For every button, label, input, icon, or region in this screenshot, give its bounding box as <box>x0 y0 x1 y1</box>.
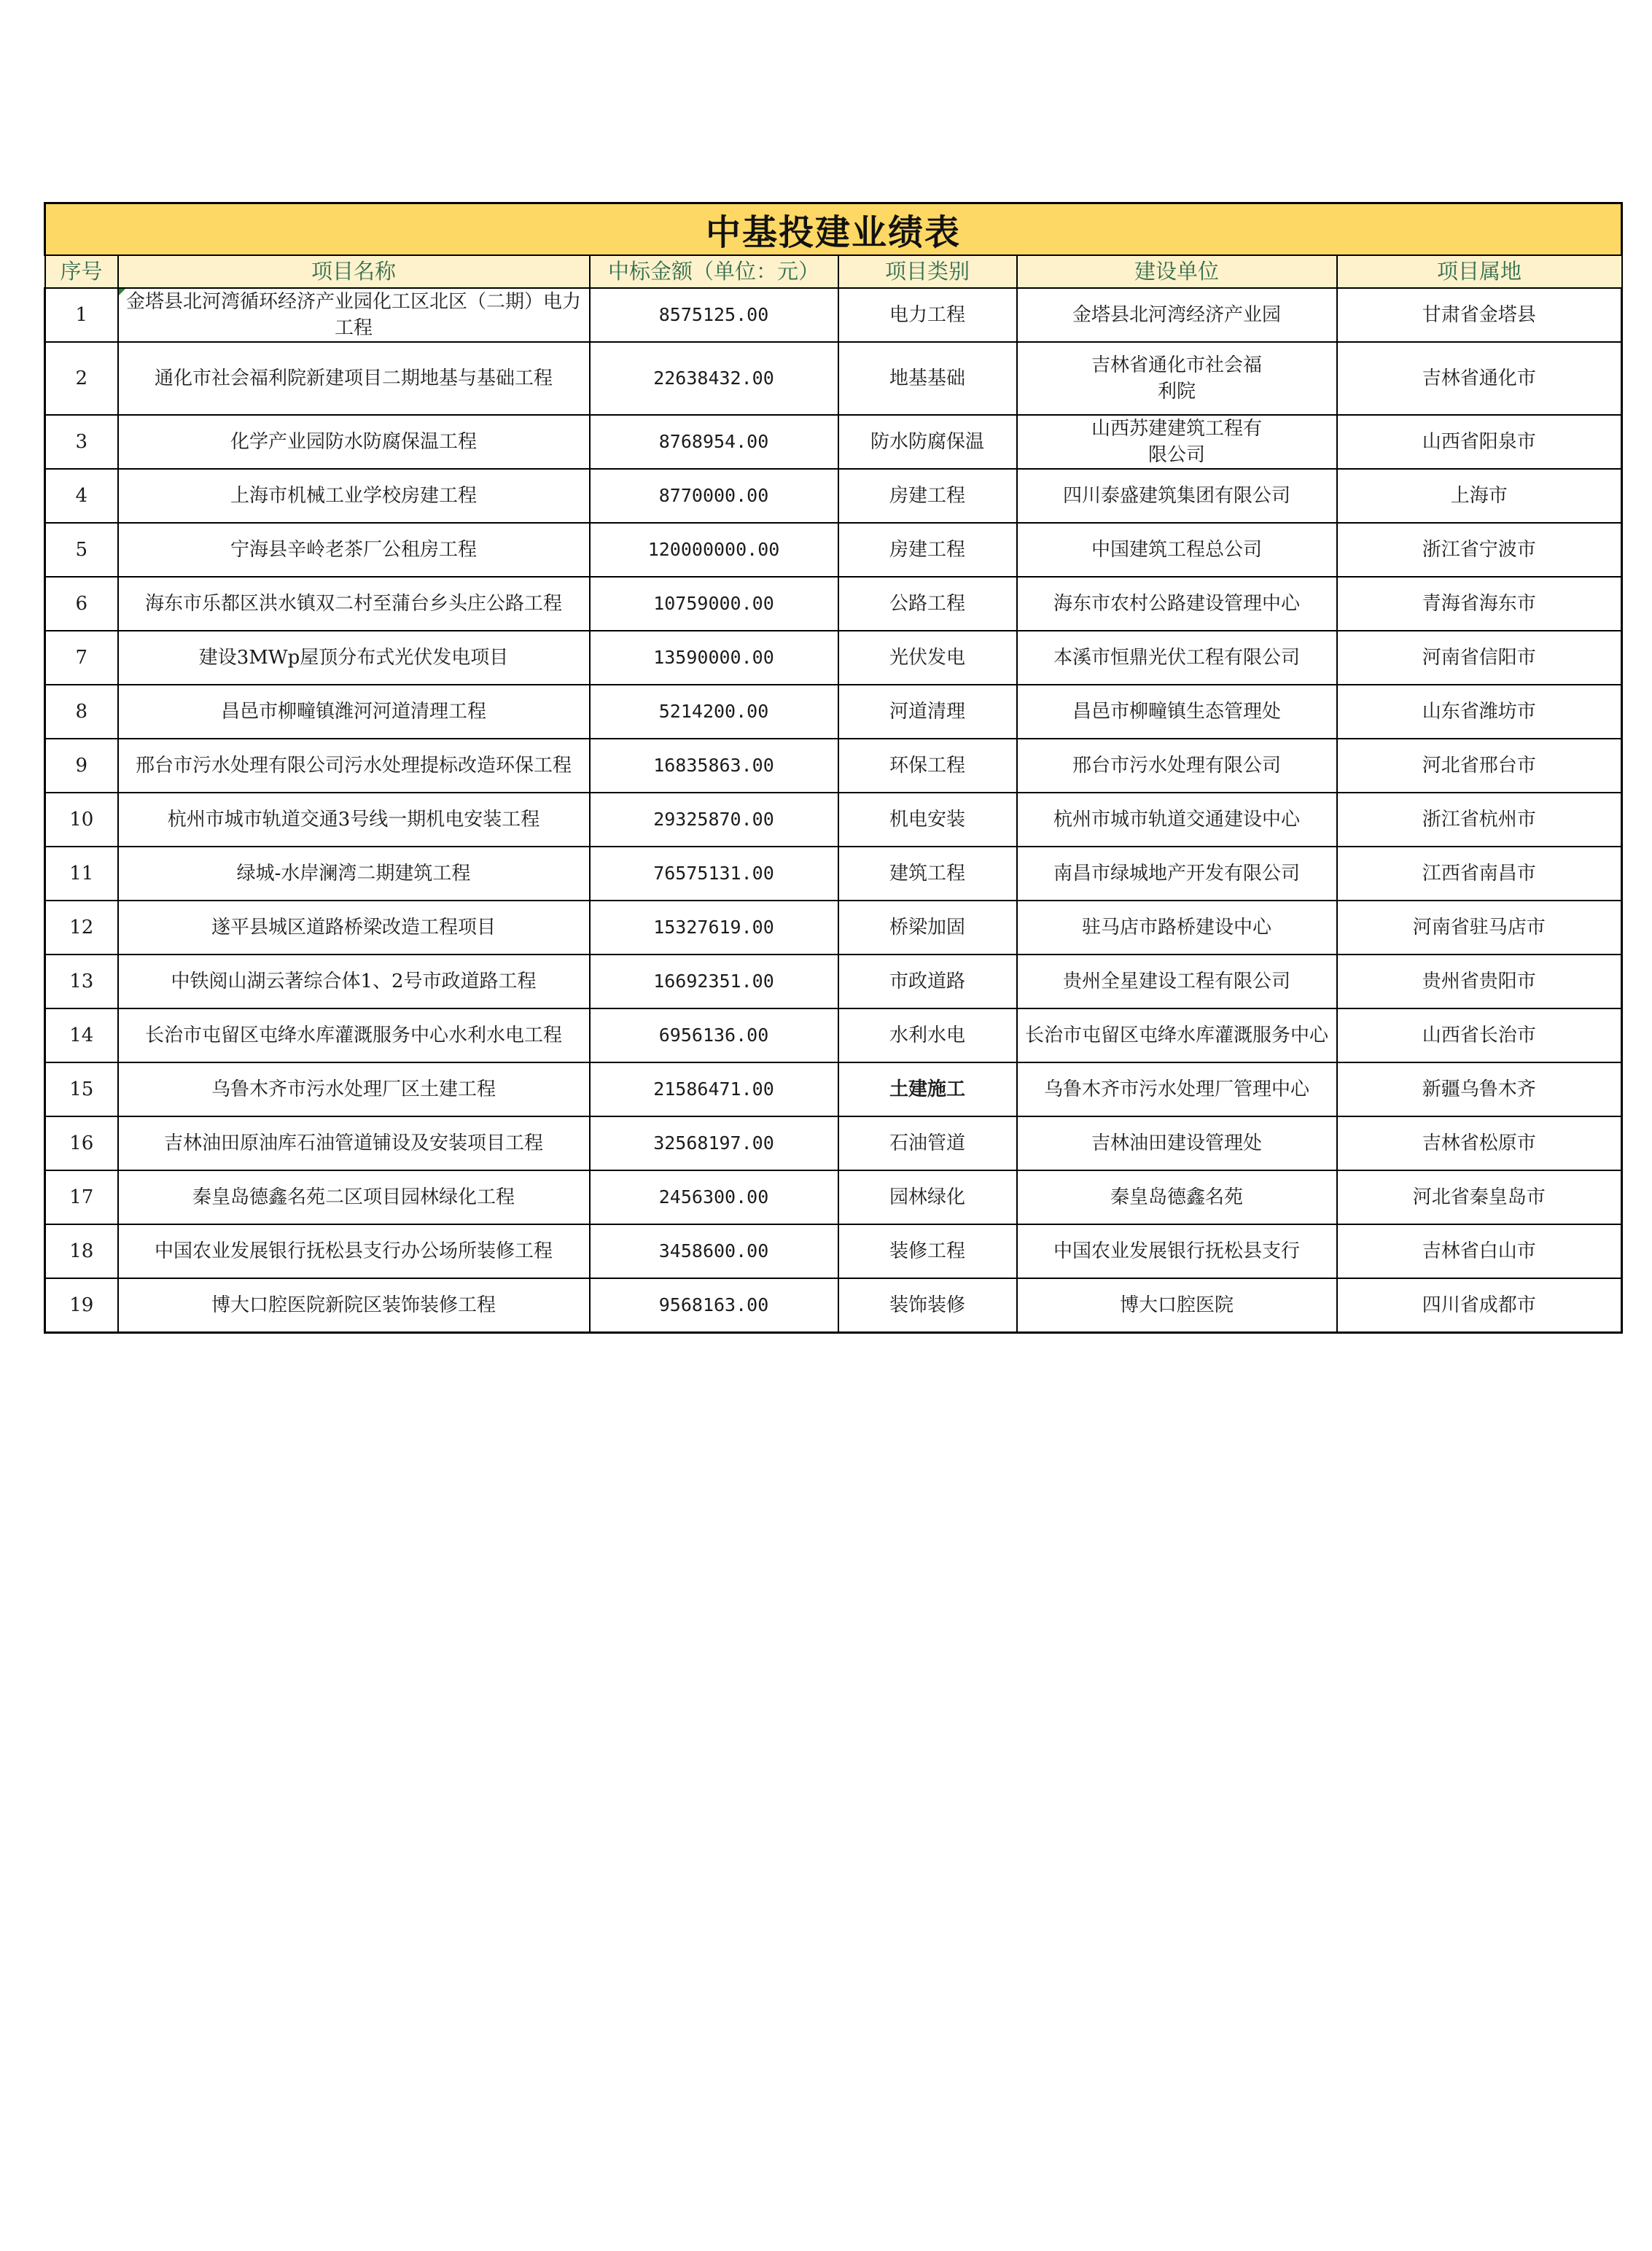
cell-index: 14 <box>45 1008 118 1062</box>
cell-location: 河北省秦皇岛市 <box>1337 1170 1622 1224</box>
table-row <box>45 1278 1622 1333</box>
cell-category: 市政道路 <box>838 955 1017 1008</box>
cell-project-name: 海东市乐都区洪水镇双二村至蒲台乡头庄公路工程 <box>118 577 590 631</box>
cell-client: 海东市农村公路建设管理中心 <box>1017 577 1337 631</box>
cell-amount: 29325870.00 <box>590 793 838 847</box>
cell-amount: 8768954.00 <box>590 415 838 469</box>
cell-category: 水利水电 <box>838 1008 1017 1062</box>
cell-project-name: 邢台市污水处理有限公司污水处理提标改造环保工程 <box>118 739 590 793</box>
cell-amount: 15327619.00 <box>590 901 838 955</box>
cell-client: 博大口腔医院 <box>1017 1278 1337 1333</box>
cell-amount: 120000000.00 <box>590 523 838 577</box>
cell-amount: 2456300.00 <box>590 1170 838 1224</box>
table-row <box>45 739 1622 793</box>
table-row <box>45 901 1622 955</box>
table-row <box>45 1062 1622 1116</box>
cell-amount: 32568197.00 <box>590 1116 838 1170</box>
cell-client: 中国建筑工程总公司 <box>1017 523 1337 577</box>
cell-amount: 22638432.00 <box>590 342 838 415</box>
cell-index: 8 <box>45 685 118 739</box>
cell-index: 2 <box>45 342 118 415</box>
cell-location: 山东省潍坊市 <box>1337 685 1622 739</box>
cell-amount: 9568163.00 <box>590 1278 838 1333</box>
cell-category: 光伏发电 <box>838 631 1017 685</box>
cell-location: 山西省阳泉市 <box>1337 415 1622 469</box>
cell-category: 装饰装修 <box>838 1278 1017 1333</box>
cell-project-name: 宁海县辛岭老茶厂公租房工程 <box>118 523 590 577</box>
column-header-index: 序号 <box>45 255 118 288</box>
table-body <box>45 288 1622 1333</box>
cell-client: 金塔县北河湾经济产业园 <box>1017 288 1337 342</box>
cell-project-name: 秦皇岛德鑫名苑二区项目园林绿化工程 <box>118 1170 590 1224</box>
cell-index: 6 <box>45 577 118 631</box>
cell-index: 17 <box>45 1170 118 1224</box>
cell-location: 河南省信阳市 <box>1337 631 1622 685</box>
table-row <box>45 1224 1622 1278</box>
cell-location: 上海市 <box>1337 469 1622 523</box>
column-header-project-name: 项目名称 <box>118 255 590 288</box>
cell-client: 邢台市污水处理有限公司 <box>1017 739 1337 793</box>
cell-index: 7 <box>45 631 118 685</box>
cell-category: 土建施工 <box>838 1062 1017 1116</box>
cell-index: 5 <box>45 523 118 577</box>
cell-location: 吉林省松原市 <box>1337 1116 1622 1170</box>
table-row <box>45 577 1622 631</box>
cell-client: 四川泰盛建筑集团有限公司 <box>1017 469 1337 523</box>
table-row <box>45 685 1622 739</box>
cell-client: 本溪市恒鼎光伏工程有限公司 <box>1017 631 1337 685</box>
table-row <box>45 469 1622 523</box>
cell-index: 11 <box>45 847 118 901</box>
cell-amount: 76575131.00 <box>590 847 838 901</box>
table-row <box>45 847 1622 901</box>
cell-project-name: 遂平县城区道路桥梁改造工程项目 <box>118 901 590 955</box>
cell-index: 9 <box>45 739 118 793</box>
cell-project-name: 中国农业发展银行抚松县支行办公场所装修工程 <box>118 1224 590 1278</box>
title-row <box>45 203 1622 256</box>
cell-amount: 8770000.00 <box>590 469 838 523</box>
cell-category: 公路工程 <box>838 577 1017 631</box>
cell-project-name: 中铁阅山湖云著综合体1、2号市政道路工程 <box>118 955 590 1008</box>
cell-client: 昌邑市柳疃镇生态管理处 <box>1017 685 1337 739</box>
cell-client: 乌鲁木齐市污水处理厂管理中心 <box>1017 1062 1337 1116</box>
cell-project-name: 乌鲁木齐市污水处理厂区土建工程 <box>118 1062 590 1116</box>
cell-location: 山西省长治市 <box>1337 1008 1622 1062</box>
table-row <box>45 955 1622 1008</box>
cell-location: 青海省海东市 <box>1337 577 1622 631</box>
cell-index: 4 <box>45 469 118 523</box>
cell-category: 园林绿化 <box>838 1170 1017 1224</box>
cell-index: 16 <box>45 1116 118 1170</box>
cell-client: 长治市屯留区屯绛水库灌溉服务中心 <box>1017 1008 1337 1062</box>
cell-index: 1 <box>45 288 118 342</box>
cell-amount: 3458600.00 <box>590 1224 838 1278</box>
column-header-location: 项目属地 <box>1337 255 1622 288</box>
cell-index: 19 <box>45 1278 118 1333</box>
cell-project-name: 通化市社会福利院新建项目二期地基与基础工程 <box>118 342 590 415</box>
cell-project-name: 上海市机械工业学校房建工程 <box>118 469 590 523</box>
cell-location: 四川省成都市 <box>1337 1278 1622 1333</box>
cell-category: 环保工程 <box>838 739 1017 793</box>
table-row <box>45 1008 1622 1062</box>
cell-client: 杭州市城市轨道交通建设中心 <box>1017 793 1337 847</box>
cell-category: 防水防腐保温 <box>838 415 1017 469</box>
table-row <box>45 342 1622 415</box>
cell-client: 中国农业发展银行抚松县支行 <box>1017 1224 1337 1278</box>
table-row <box>45 1116 1622 1170</box>
cell-location: 浙江省杭州市 <box>1337 793 1622 847</box>
cell-amount: 21586471.00 <box>590 1062 838 1116</box>
cell-index: 18 <box>45 1224 118 1278</box>
table-row <box>45 1170 1622 1224</box>
cell-category: 桥梁加固 <box>838 901 1017 955</box>
cell-location: 河南省驻马店市 <box>1337 901 1622 955</box>
cell-project-name: 昌邑市柳疃镇潍河河道清理工程 <box>118 685 590 739</box>
cell-location: 浙江省宁波市 <box>1337 523 1622 577</box>
cell-project-name: 长治市屯留区屯绛水库灌溉服务中心水利水电工程 <box>118 1008 590 1062</box>
cell-amount: 8575125.00 <box>590 288 838 342</box>
cell-location: 吉林省通化市 <box>1337 342 1622 415</box>
cell-client: 秦皇岛德鑫名苑 <box>1017 1170 1337 1224</box>
cell-project-name: 建设3MWp屋顶分布式光伏发电项目 <box>118 631 590 685</box>
cell-category: 装修工程 <box>838 1224 1017 1278</box>
cell-location: 新疆乌鲁木齐 <box>1337 1062 1622 1116</box>
cell-index: 3 <box>45 415 118 469</box>
cell-location: 江西省南昌市 <box>1337 847 1622 901</box>
table-row <box>45 631 1622 685</box>
cell-project-name: 博大口腔医院新院区装饰装修工程 <box>118 1278 590 1333</box>
cell-project-name: 绿城-水岸澜湾二期建筑工程 <box>118 847 590 901</box>
cell-category: 机电安装 <box>838 793 1017 847</box>
cell-category: 电力工程 <box>838 288 1017 342</box>
cell-location: 吉林省白山市 <box>1337 1224 1622 1278</box>
cell-amount: 5214200.00 <box>590 685 838 739</box>
cell-project-name-text: 金塔县北河湾循环经济产业园化工区北区（二期）电力工程 <box>125 291 581 339</box>
cell-index: 13 <box>45 955 118 1008</box>
cell-index: 15 <box>45 1062 118 1116</box>
cell-project-name <box>118 288 590 342</box>
cell-index: 12 <box>45 901 118 955</box>
cell-amount: 16835863.00 <box>590 739 838 793</box>
cell-amount: 16692351.00 <box>590 955 838 1008</box>
comment-marker-icon <box>119 289 125 295</box>
cell-client: 吉林油田建设管理处 <box>1017 1116 1337 1170</box>
cell-project-name: 吉林油田原油库石油管道铺设及安装项目工程 <box>118 1116 590 1170</box>
table-row <box>45 288 1622 342</box>
cell-index: 10 <box>45 793 118 847</box>
header-row <box>45 255 1622 288</box>
cell-location: 河北省邢台市 <box>1337 739 1622 793</box>
cell-location: 甘肃省金塔县 <box>1337 288 1622 342</box>
column-header-client: 建设单位 <box>1017 255 1337 288</box>
cell-category: 房建工程 <box>838 469 1017 523</box>
cell-category: 建筑工程 <box>838 847 1017 901</box>
cell-category: 石油管道 <box>838 1116 1017 1170</box>
cell-location: 贵州省贵阳市 <box>1337 955 1622 1008</box>
table-row <box>45 523 1622 577</box>
cell-client: 吉林省通化市社会福利院 <box>1017 342 1337 415</box>
cell-client: 驻马店市路桥建设中心 <box>1017 901 1337 955</box>
column-header-amount: 中标金额（单位：元） <box>590 255 838 288</box>
performance-table <box>44 202 1623 1334</box>
table-row <box>45 415 1622 469</box>
cell-client: 南昌市绿城地产开发有限公司 <box>1017 847 1337 901</box>
cell-project-name: 化学产业园防水防腐保温工程 <box>118 415 590 469</box>
performance-sheet <box>44 202 1621 1334</box>
table-title: 中基投建业绩表 <box>45 203 1622 256</box>
cell-amount: 6956136.00 <box>590 1008 838 1062</box>
cell-client: 山西苏建建筑工程有限公司 <box>1017 415 1337 469</box>
cell-amount: 10759000.00 <box>590 577 838 631</box>
column-header-category: 项目类别 <box>838 255 1017 288</box>
cell-amount: 13590000.00 <box>590 631 838 685</box>
table-row <box>45 793 1622 847</box>
cell-category: 房建工程 <box>838 523 1017 577</box>
cell-category: 地基基础 <box>838 342 1017 415</box>
cell-project-name: 杭州市城市轨道交通3号线一期机电安装工程 <box>118 793 590 847</box>
cell-category: 河道清理 <box>838 685 1017 739</box>
cell-client: 贵州全星建设工程有限公司 <box>1017 955 1337 1008</box>
